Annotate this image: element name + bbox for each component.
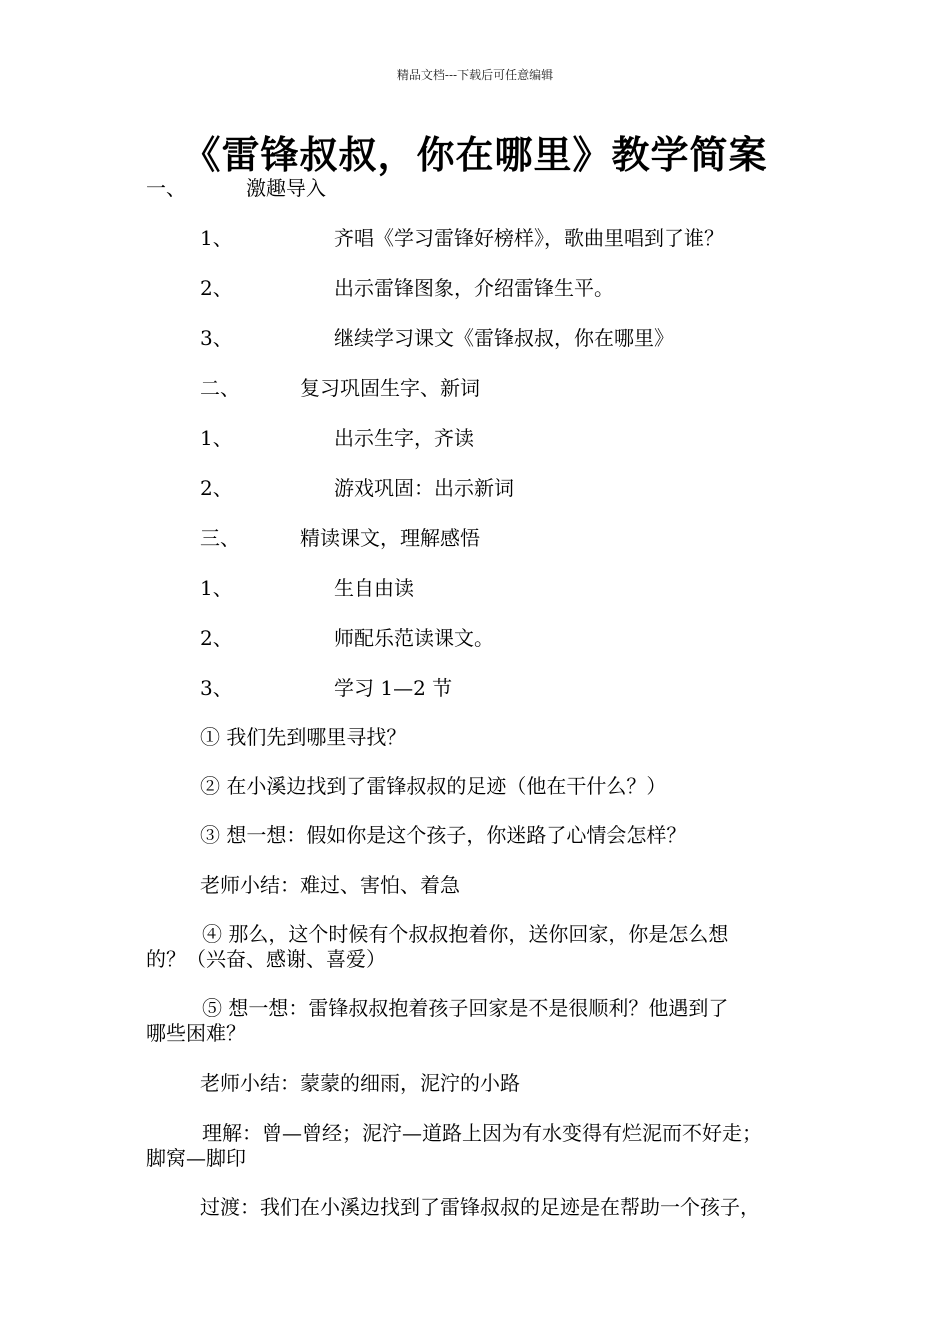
paragraph-line: 理解：曾—曾经；泥泞—道路上因为有水变得有烂泥而不好走； (202, 1121, 762, 1145)
item-text: 出示雷锋图象，介绍雷锋生平。 (334, 276, 614, 300)
question-paragraph-wrapped (146, 996, 826, 1046)
item-text: 生自由读 (334, 576, 414, 600)
question-paragraph-wrapped (146, 922, 826, 972)
section-heading-1 (146, 176, 186, 200)
paragraph-line: ⑤ 想一想：雷锋叔叔抱着孩子回家是不是很顺利？他遇到了 (202, 996, 729, 1020)
section-text: 激趣导入 (246, 176, 326, 200)
item-number: 3、 (200, 326, 233, 350)
paragraph-line: 哪些困难？ (146, 1021, 246, 1045)
summary-paragraph: 老师小结：蒙蒙的细雨，泥泞的小路 (200, 1071, 520, 1095)
page-header: 精品文档---下载后可任意编辑 (396, 68, 554, 82)
item-text: 学习 1—2 节 (334, 676, 453, 700)
question-paragraph: ③ 想一想：假如你是这个孩子，你迷路了心情会怎样？ (200, 823, 687, 847)
item-text: 游戏巩固：出示新词 (334, 476, 514, 500)
question-paragraph: ① 我们先到哪里寻找？ (200, 725, 407, 749)
item-text: 师配乐范读课文。 (334, 626, 494, 650)
item-number: 1、 (200, 576, 233, 600)
paragraph-line: 的？（兴奋、感谢、喜爱） (146, 947, 386, 971)
paragraph-line: 脚窝—脚印 (146, 1146, 246, 1170)
section-number: 二、 (200, 376, 240, 400)
understanding-paragraph (146, 1121, 826, 1171)
item-text: 继续学习课文《雷锋叔叔，你在哪里》 (334, 326, 674, 350)
document-title: 《雷锋叔叔，你在哪里》教学简案 (182, 132, 768, 177)
paragraph-line: ④ 那么，这个时候有个叔叔抱着你，送你回家，你是怎么想 (202, 922, 729, 946)
item-text: 齐唱《学习雷锋好榜样》，歌曲里唱到了谁？ (334, 226, 724, 250)
item-number: 1、 (200, 426, 233, 450)
item-number: 1、 (200, 226, 233, 250)
summary-paragraph: 老师小结：难过、害怕、着急 (200, 873, 460, 897)
item-number: 3、 (200, 676, 233, 700)
item-text: 出示生字，齐读 (334, 426, 474, 450)
item-number: 2、 (200, 276, 233, 300)
transition-paragraph: 过渡：我们在小溪边找到了雷锋叔叔的足迹是在帮助一个孩子， (200, 1195, 760, 1219)
question-paragraph: ② 在小溪边找到了雷锋叔叔的足迹（他在干什么？） (200, 774, 667, 798)
item-number: 2、 (200, 476, 233, 500)
section-number: 一、 (146, 176, 186, 200)
section-text: 精读课文，理解感悟 (300, 526, 480, 550)
section-number: 三、 (200, 526, 240, 550)
section-text: 复习巩固生字、新词 (300, 376, 480, 400)
item-number: 2、 (200, 626, 233, 650)
